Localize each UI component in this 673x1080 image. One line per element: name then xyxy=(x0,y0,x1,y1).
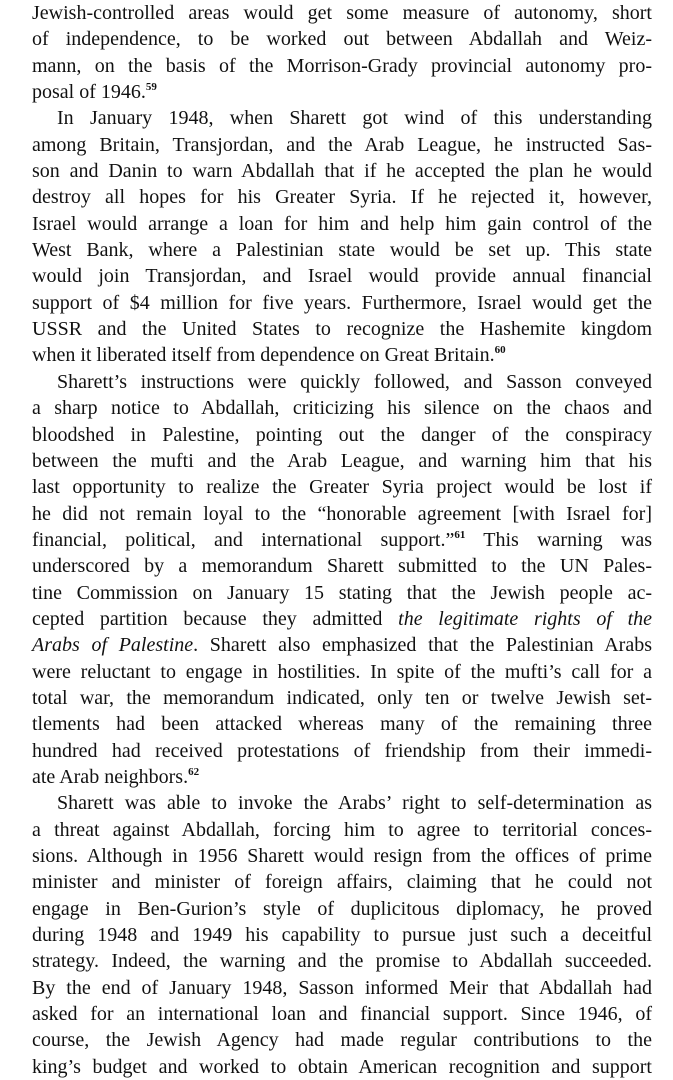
text-line xyxy=(32,290,652,316)
footnote-marker[interactable]: 59 xyxy=(145,81,157,94)
text-line xyxy=(32,0,652,26)
line-text: would join Transjordan, and Israel would provide annual financial xyxy=(32,265,652,288)
line-text: ate Arab neighbors. xyxy=(32,765,189,788)
line-text: between the mufti and the Arab League, and warning him that his xyxy=(32,449,652,472)
line-text: cepted partition because they admitted xyxy=(32,607,399,630)
text-line xyxy=(32,369,652,395)
paragraph xyxy=(32,105,652,368)
text-line xyxy=(32,580,652,606)
line-text: total war, the memorandum indicated, only ten or twelve Jewish set- xyxy=(32,686,652,709)
text-line xyxy=(32,422,652,448)
line-text: sions. Although in 1956 Sharett would resign from the offices of prime xyxy=(32,845,652,867)
text-line xyxy=(32,79,652,105)
line-text: son and Danin to warn Abdallah that if he accepted the plan he would xyxy=(32,160,652,183)
line-text: In January 1948, when Sharett got wind of this understanding xyxy=(57,107,652,130)
text-line xyxy=(32,711,652,737)
line-text: strategy. Indeed, the warning and the promise to Abdallah succeeded. xyxy=(32,950,652,973)
line-text: during 1948 and 1949 his capability to pursue just such a deceitful xyxy=(32,924,652,947)
line-text: last opportunity to realize the Greater Syria project would be lost if xyxy=(32,476,652,499)
italic-text: Arabs of Palestine xyxy=(32,634,194,657)
text-line xyxy=(32,685,652,711)
line-text: among Britain, Transjordan, and the Arab League, he instructed Sas- xyxy=(32,133,652,156)
text-line xyxy=(32,237,652,263)
text-line xyxy=(32,263,652,289)
line-text: king’s budget and worked to obtain American recognition and support xyxy=(32,1055,652,1078)
line-text: posal of 1946. xyxy=(32,81,146,104)
footnote-marker[interactable]: 60 xyxy=(494,344,506,357)
text-line xyxy=(32,1054,652,1080)
line-text: he did not remain loyal to the “honorable agreement [with Israel for] xyxy=(32,502,652,525)
line-text: bloodshed in Palestine, pointing out the danger of the conspiracy xyxy=(32,423,652,446)
line-text: course, the Jewish Agency had made regular contributions to the xyxy=(32,1029,652,1052)
italic-text: the legitimate rights of the xyxy=(398,607,653,630)
line-text: asked for an international loan and financial support. Since 1946, of xyxy=(32,1003,652,1026)
text-line xyxy=(32,764,652,790)
text-line xyxy=(32,553,652,579)
line-text: a threat against Abdallah, forcing him to agree to territorial conces- xyxy=(32,818,652,841)
line-text: mann, on the basis of the Morrison-Grady provincial autonomy pro- xyxy=(32,54,652,77)
body-text xyxy=(32,0,652,1080)
text-line xyxy=(32,738,652,764)
line-text: . Sharett also emphasized that the Palestinian Arabs xyxy=(193,634,652,657)
line-text: engage in Ben-Gurion’s style of duplicitous diplomacy, he proved xyxy=(32,897,652,920)
line-text: This warning was xyxy=(465,528,652,551)
text-line xyxy=(32,843,652,869)
text-line xyxy=(32,132,652,158)
line-text: of independence, to be worked out between Abdallah and Weiz- xyxy=(32,28,652,51)
text-line xyxy=(32,474,652,500)
text-line xyxy=(32,316,652,342)
text-line xyxy=(32,948,652,974)
line-text: minister and minister of foreign affairs, claiming that he could not xyxy=(32,871,652,894)
text-line xyxy=(32,501,652,527)
text-line xyxy=(32,922,652,948)
text-line xyxy=(32,211,652,237)
line-text: Sharett’s instructions were quickly followed, and Sasson conveyed xyxy=(57,370,652,393)
text-line xyxy=(32,869,652,895)
text-line xyxy=(32,975,652,1001)
line-text: were reluctant to engage in hostilities. In spite of the mufti’s call for a xyxy=(32,660,652,683)
text-line xyxy=(32,896,652,922)
footnote-marker[interactable]: 61 xyxy=(454,528,466,541)
text-line xyxy=(32,158,652,184)
line-text: Sharett was able to invoke the Arabs’ right to self-determination as xyxy=(57,792,652,815)
paragraph xyxy=(32,790,652,1080)
paragraph xyxy=(32,369,652,791)
line-text: hundred had received protestations of friendship from their immedi- xyxy=(32,739,652,762)
line-text: when it liberated itself from dependence on Great Britain. xyxy=(32,344,495,367)
line-text: a sharp notice to Abdallah, criticizing his silence on the chaos and xyxy=(32,397,652,420)
line-text: tine Commission on January 15 stating that the Jewish people ac- xyxy=(32,581,652,604)
text-line xyxy=(32,817,652,843)
text-line xyxy=(32,105,652,131)
line-text: tlements had been attacked whereas many of the remaining three xyxy=(32,713,652,736)
line-text: West Bank, where a Palestinian state would be set up. This state xyxy=(32,239,652,262)
text-line xyxy=(32,53,652,79)
text-line xyxy=(32,790,652,816)
footnote-marker[interactable]: 62 xyxy=(188,765,200,778)
line-text: financial, political, and international support.” xyxy=(32,528,455,551)
text-line xyxy=(32,1027,652,1053)
line-text: underscored by a memorandum Sharett submitted to the UN Pales- xyxy=(32,555,652,578)
line-text: Israel would arrange a loan for him and help him gain control of the xyxy=(32,212,652,235)
text-line xyxy=(32,26,652,52)
text-line xyxy=(32,606,652,632)
text-line xyxy=(32,1001,652,1027)
line-text: destroy all hopes for his Greater Syria. If he rejected it, however, xyxy=(32,186,652,209)
line-text: USSR and the United States to recognize the Hashemite kingdom xyxy=(32,318,652,341)
text-line xyxy=(32,632,652,658)
line-text: Jewish-controlled areas would get some measure of autonomy, short xyxy=(32,2,652,24)
paragraph xyxy=(32,0,652,105)
text-line xyxy=(32,395,652,421)
text-line xyxy=(32,448,652,474)
line-text: By the end of January 1948, Sasson informed Meir that Abdallah had xyxy=(32,976,652,999)
text-line xyxy=(32,527,652,553)
text-line xyxy=(32,184,652,210)
text-line xyxy=(32,659,652,685)
line-text: support of $4 million for five years. Furthermore, Israel would get the xyxy=(32,291,652,314)
text-line xyxy=(32,342,652,368)
